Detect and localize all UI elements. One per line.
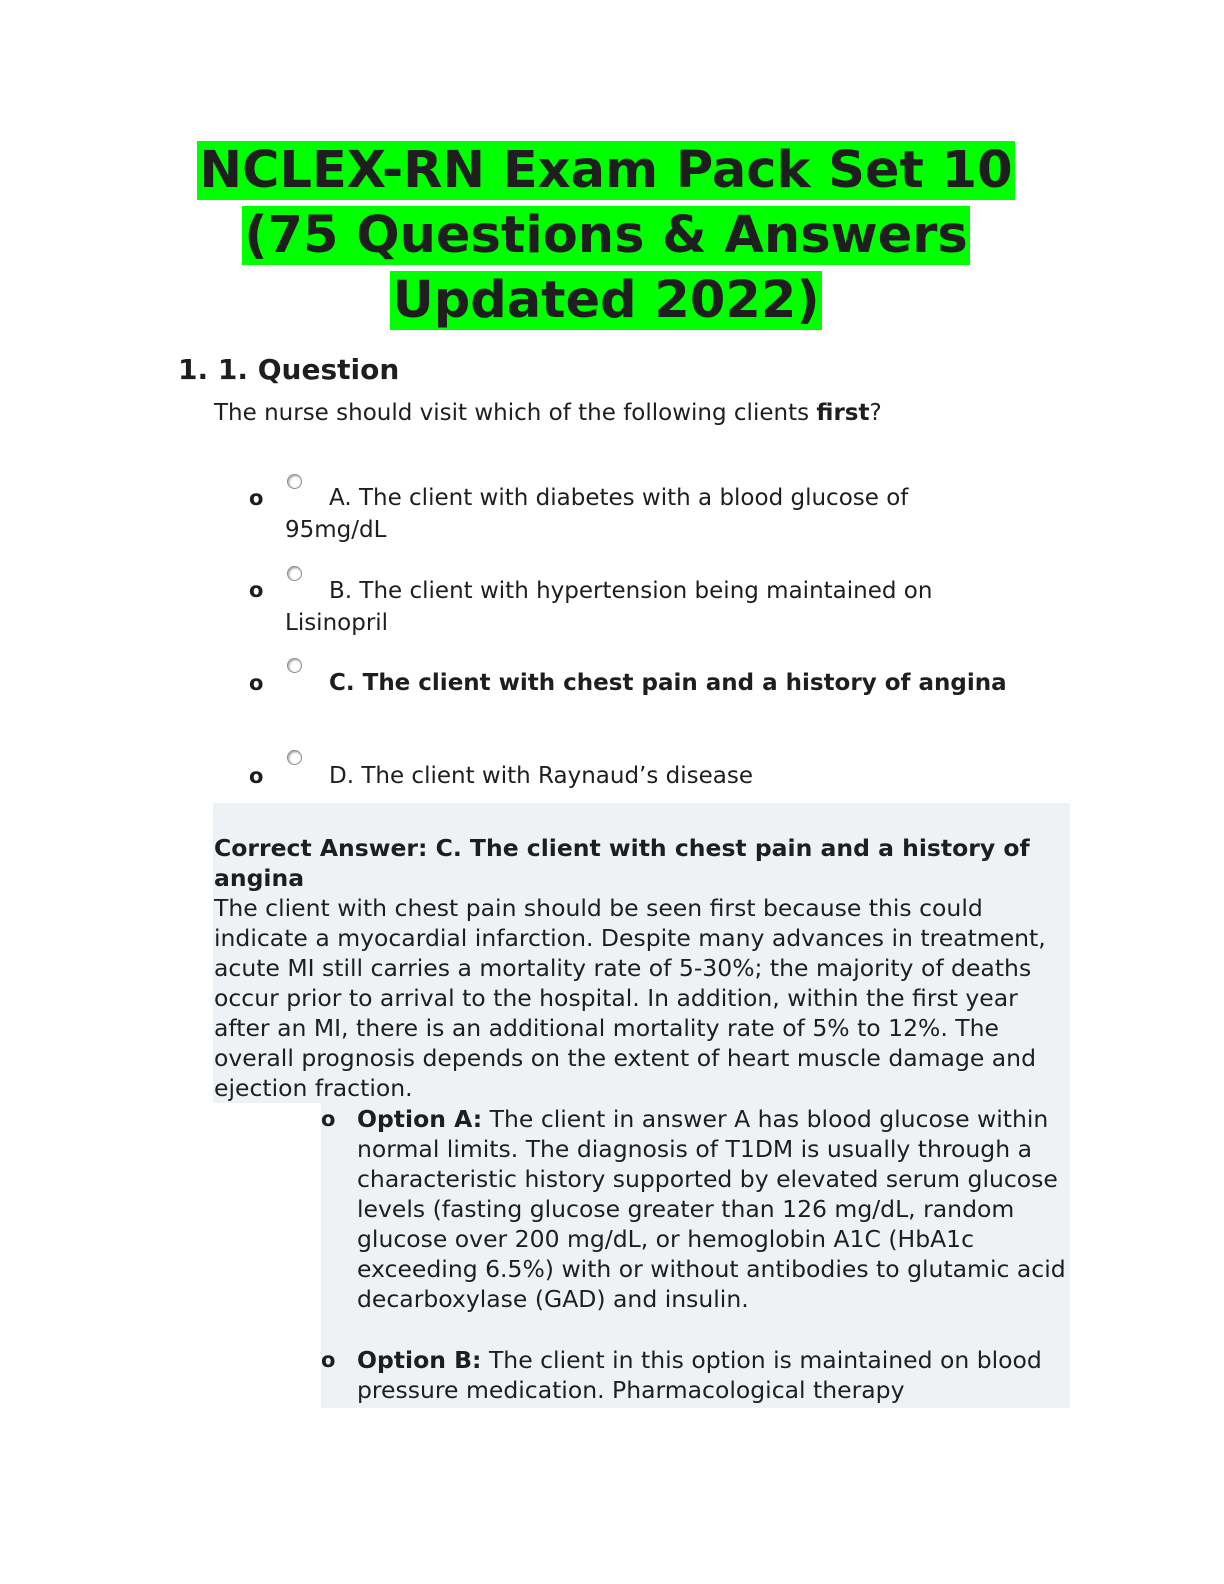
rationale-body: The client in answer A has blood glucose within normal limits. The diagnosis of T1DM is usually through a characteristic history supported by elevated serum glucose levels (fasting glucose greater than 126 mg/dL, random glucose over 200 mg/dL, or hemoglobin A1C (HbA1c exceeding 6.5%) with or without antibodies to glutamic acid decarboxylase (GAD) and insulin. xyxy=(357,1105,1066,1313)
option-b-label: B. The client with hypertension being maintained on Lisinopril xyxy=(285,578,933,636)
answer-explanation xyxy=(214,833,1070,1103)
rationale-label: Option B: xyxy=(357,1346,482,1374)
question-heading: 1. 1. Question xyxy=(178,353,400,386)
explanation-text: The client with chest pain should be seen first because this could indicate a myocardial infarction. Despite many advances in treatment, acute MI still carries a mortality rate of 5-30%; the majority of deaths occur prior to arrival to the hospital. In addition, within the first year after an MI, there is an additional mortality rate of 5% to 12%. The overall prognosis depends on the extent of heart muscle damage and ejection fraction. xyxy=(214,894,1046,1102)
rationale-label: Option A: xyxy=(357,1105,483,1133)
option-bullet: o xyxy=(249,764,264,788)
rationale-text xyxy=(357,1345,1070,1405)
option-d-label: D. The client with Raynaud’s disease xyxy=(329,763,753,789)
title-line-2: (75 Questions & Answers xyxy=(244,206,968,265)
question-text xyxy=(214,396,882,430)
question-text-emphasis: first xyxy=(816,400,870,426)
title-line-3: Updated 2022) xyxy=(392,271,820,330)
option-bullet: o xyxy=(249,578,264,602)
correct-answer: Correct Answer: C. The client with chest pain and a history of angina xyxy=(214,834,1030,892)
option-a-label: A. The client with diabetes with a blood glucose of 95mg/dL xyxy=(285,485,909,543)
question-text-end: ? xyxy=(869,400,882,426)
rationale-bullet: o xyxy=(321,1348,336,1372)
option-c-label: C. The client with chest pain and a history of angina xyxy=(329,670,1007,696)
title-line-1: NCLEX-RN Exam Pack Set 10 xyxy=(199,141,1013,200)
option-bullet: o xyxy=(249,671,264,695)
rationale-bullet: o xyxy=(321,1107,336,1131)
question-text-start: The nurse should visit which of the following clients xyxy=(214,400,817,426)
document-title xyxy=(0,138,1212,333)
option-bullet: o xyxy=(249,486,264,510)
rationale-body: The client in this option is maintained on blood pressure medication. Pharmacological therapy xyxy=(357,1346,1042,1404)
rationale-text xyxy=(357,1104,1070,1314)
